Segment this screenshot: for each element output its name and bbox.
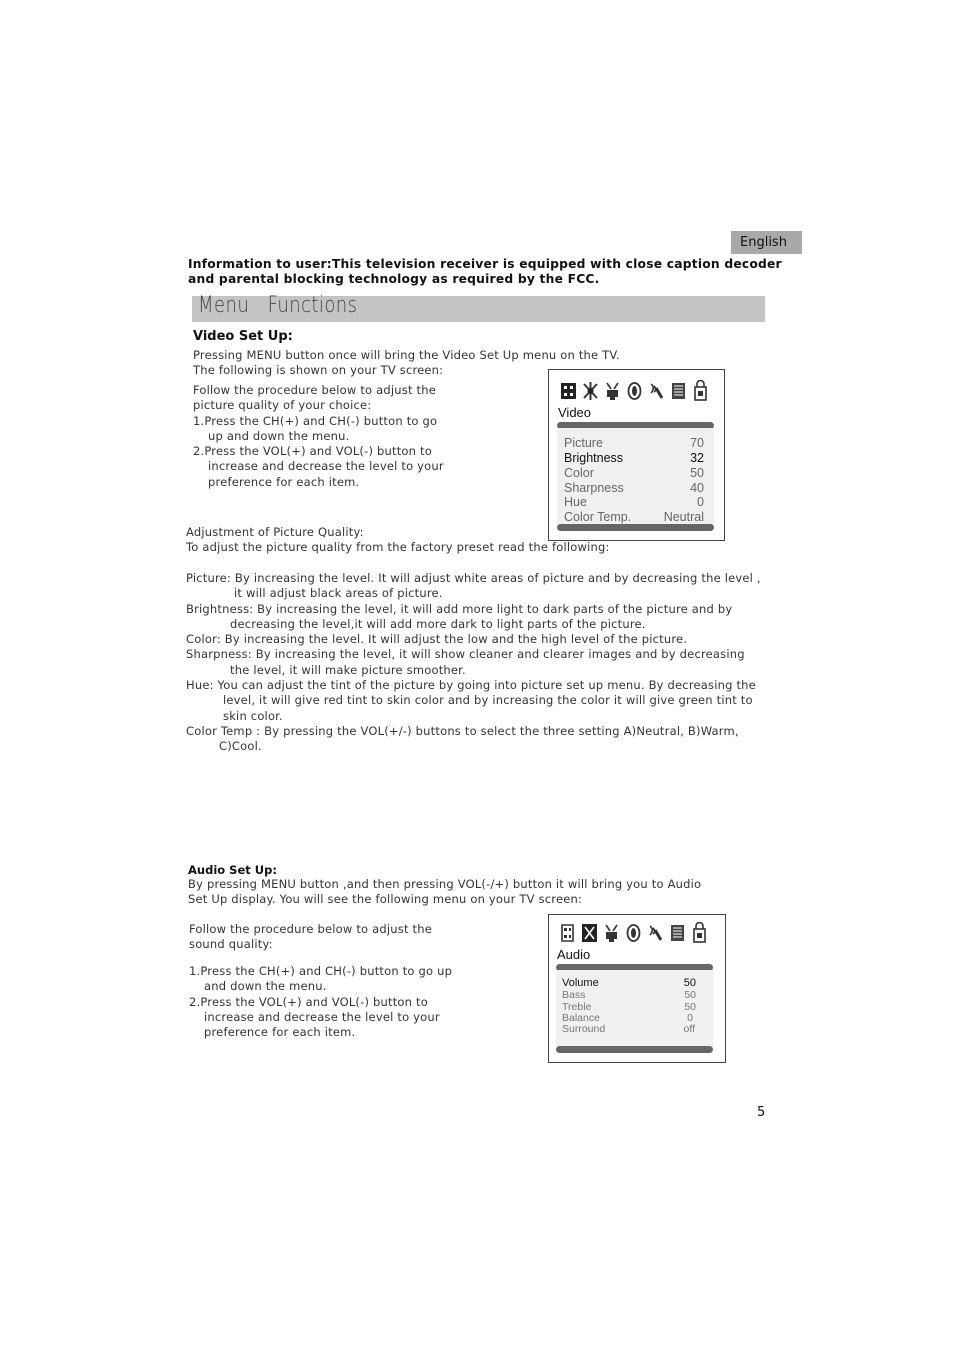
video-procedure [193,383,444,490]
description-line: the level, it will make picture smoother. [230,662,466,677]
procedure-line: 1.Press the CH(+) and CH(-) button to go up [189,964,453,978]
procedure-line: 2.Press the VOL(+) and VOL(-) button to [193,444,432,459]
audio-intro-line: Set Up display. You will see the following menu on your TV screen: [188,892,583,907]
osd-row-label: Bass [562,989,586,1001]
osd-title: Video [558,405,592,420]
osd-row-value: 32 [690,451,704,465]
procedure-line: 2.Press the VOL(+) and VOL(-) button to [189,994,428,1009]
adjustment-line: Adjustment of Picture Quality: [186,525,364,539]
audio-icon [580,921,599,945]
language-tab: English [731,231,802,254]
lock-icon [646,921,665,945]
procedure-line: increase and decrease the level to your [208,459,444,474]
osd-row-selected [562,977,696,989]
procedure-line: preference for each item. [204,1025,356,1040]
audio-icon [581,379,600,403]
page-number: 5 [757,1105,766,1120]
osd-row [564,510,704,524]
osd-row-label: Color [564,466,594,480]
osd-row-label: Brightness [564,451,624,465]
osd-row-value: 50 [683,977,696,989]
function-icon [602,921,621,945]
channel-icon [625,379,644,403]
audio-setup-heading: Audio Set Up: [188,863,277,877]
osd-row-label: Treble [562,1001,592,1013]
osd-row-label: Volume [562,977,599,989]
audio-intro-line: By pressing MENU button ,and then pressing VOL(-/+) button it will bring you to Audio [188,877,702,891]
osd-row-value: 70 [690,436,704,450]
description-line: skin color. [223,708,283,723]
lock-icon [647,379,666,403]
osd-row [562,1023,695,1035]
procedure-line: increase and decrease the level to your [204,1009,440,1024]
osd-row-value: off [683,1023,695,1035]
osd-row [562,989,696,1001]
description-line: Color Temp : By pressing the VOL(+/-) buttons to select the three setting A)Neutral, B)Warm, [186,723,739,738]
description-line: Sharpness: By increasing the level, it will show cleaner and clearer images and by decreasing [186,647,745,662]
description-line: Picture: By increasing the level. It will adjust white areas of picture and by decreasing the level , [186,571,761,585]
description-line: Hue: You can adjust the tint of the picture by going into picture set up menu. By decreasing the [186,678,756,693]
osd-row-value: 50 [690,466,704,480]
adjustment-line: To adjust the picture quality from the factory preset read the following: [186,540,610,555]
caption-icon [668,921,687,945]
video-setup-heading: Video Set Up: [193,329,293,344]
osd-row [564,495,704,509]
osd-row-value: Neutral [663,510,704,524]
audio-intro [188,877,701,908]
fcc-notice: Information to user:This television receiver is equipped with close caption decoder and parental blocking technology as required by the FCC. [188,257,782,286]
channel-icon [624,921,643,945]
procedure-line: preference for each item. [208,474,360,489]
description-line: decreasing the level,it will add more dark to light parts of the picture. [230,616,646,631]
procedure-line: picture quality of your choice: [193,398,372,413]
audio-procedure-steps [189,964,452,1040]
description-line: Color: By increasing the level. It will adjust the low and the high level of the picture. [186,632,688,647]
description-line: it will adjust black areas of picture. [234,586,443,601]
osd-row-label: Color Temp. [564,510,632,524]
procedure-line: Follow the procedure below to adjust the [189,922,432,936]
osd-row-label: Hue [564,495,587,509]
osd-title: Audio [557,947,591,962]
osd-row-value: 0 [687,1012,693,1024]
osd-row-value: 40 [690,481,704,495]
procedure-line: up and down the menu. [208,428,350,443]
osd-row [564,466,704,480]
osd-row-value: 50 [684,989,696,1001]
procedure-line: 1.Press the CH(+) and CH(-) button to go [193,413,438,428]
osd-row [564,436,704,450]
osd-row [564,481,704,495]
osd-row-label: Surround [562,1023,606,1035]
osd-row-label: Sharpness [564,481,624,495]
timer-icon [690,921,709,945]
video-osd-menu [548,369,725,541]
osd-bottom-bar [556,1046,713,1053]
adjustment-intro [186,525,610,556]
section-title: Menu Functions [198,293,358,318]
description-line: C)Cool. [219,739,262,754]
video-intro-line: The following is shown on your TV screen: [193,363,444,378]
procedure-line: and down the menu. [204,979,327,994]
video-icon [558,921,577,945]
video-icon [559,379,578,403]
osd-icon-bar [559,379,710,403]
timer-icon [691,379,710,403]
osd-row-label: Picture [564,436,603,450]
audio-procedure [189,922,432,953]
procedure-line: sound quality: [189,937,273,952]
function-icon [603,379,622,403]
osd-row-selected [564,451,704,465]
osd-row-label: Balance [562,1012,600,1024]
description-line: Brightness: By increasing the level, it will add more light to dark parts of the picture and by [186,601,733,616]
caption-icon [669,379,688,403]
adjustment-descriptions [186,571,761,755]
osd-row-value: 50 [684,1001,696,1013]
osd-row-value: 0 [697,495,704,509]
procedure-line: Follow the procedure below to adjust the [193,383,436,397]
audio-osd-menu [548,914,726,1063]
video-intro-line: Pressing MENU button once will bring the Video Set Up menu on the TV. [193,348,620,362]
osd-icon-bar [558,921,709,945]
description-line: level, it will give red tint to skin color and by increasing the color it will give green tint to [223,693,753,708]
